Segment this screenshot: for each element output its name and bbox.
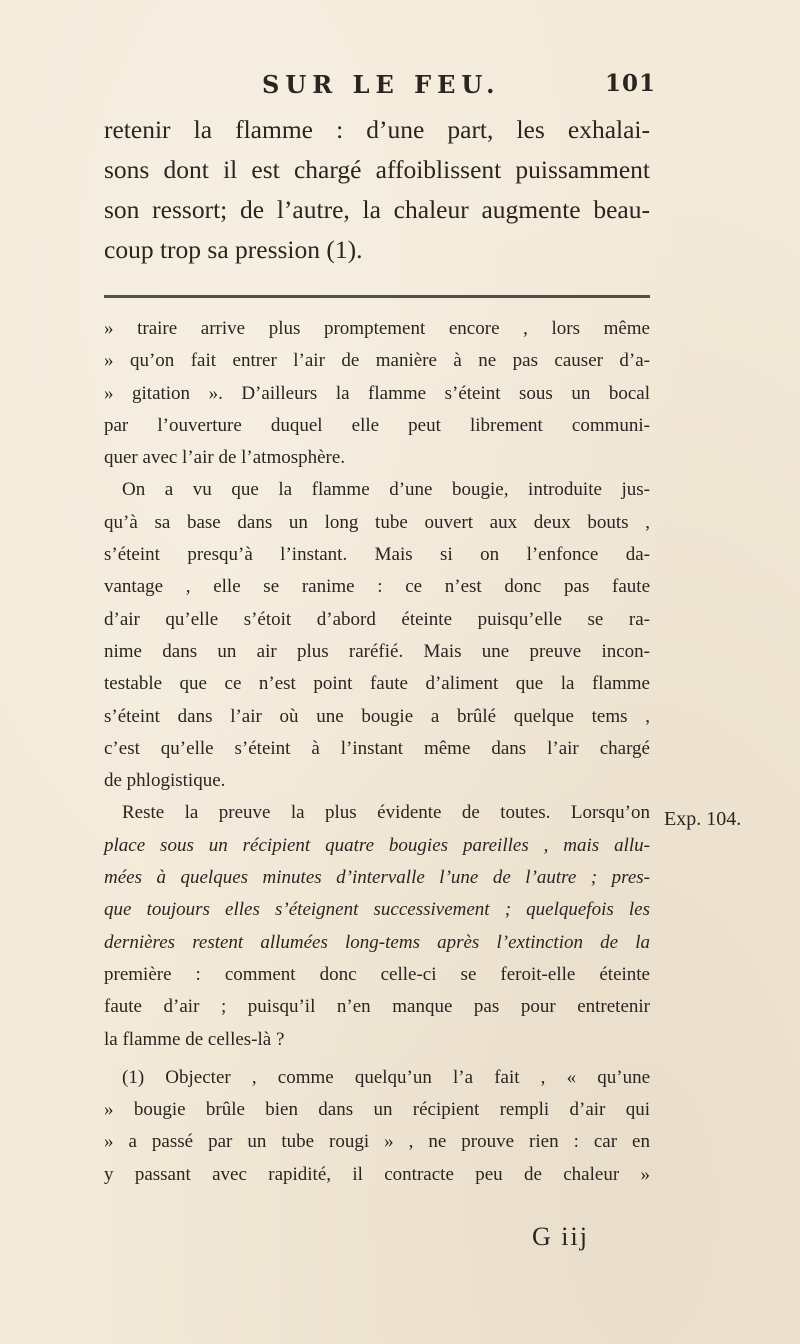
footnote-line: (1) Objecter , comme quelqu’un l’a fait , « qu’une — [122, 1066, 650, 1088]
note-line: faute d’air ; puisqu’il n’en manque pas pour entretenir — [104, 996, 650, 1018]
main-text-line: retenir la flamme : d’une part, les exhalai- — [104, 115, 650, 144]
note-line: nime dans un air plus raréfié. Mais une preuve incon- — [104, 640, 650, 662]
footnote-line: » bougie brûle bien dans un récipient rempli d’air qui — [104, 1099, 650, 1121]
note-line: la flamme de celles-là ? — [104, 1028, 285, 1050]
running-title: SUR LE FEU. — [262, 70, 501, 99]
footnote-line: » a passé par un tube rougi » , ne prouve rien : car en — [104, 1131, 650, 1153]
note-line: s’éteint presqu’à l’instant. Mais si on l’enfonce da- — [104, 544, 650, 566]
note-line: quer avec l’air de l’atmosphère. — [104, 447, 346, 469]
note-text-block — [104, 313, 650, 1191]
page-number: 101 — [604, 70, 656, 97]
note-line: testable que ce n’est point faute d’aliment que la flamme — [104, 673, 650, 695]
note-line: » traire arrive plus promptement encore , lors même — [104, 318, 650, 339]
note-line: par l’ouverture duquel elle peut librement communi- — [104, 414, 650, 436]
note-line: On a vu que la flamme d’une bougie, introduite jus- — [122, 479, 650, 501]
main-text-line: son ressort; de l’autre, la chaleur augmente beau- — [104, 195, 650, 224]
main-text-block — [104, 110, 650, 270]
section-rule — [104, 295, 650, 298]
note-line: qu’à sa base dans un long tube ouvert aux deux bouts , — [104, 511, 650, 533]
signature-mark: G iij — [532, 1222, 589, 1251]
note-line: première : comment donc celle-ci se feroit-elle éteinte — [104, 963, 650, 985]
note-line-italic: dernières restent allumées long-tems après l’extinction de la — [104, 931, 650, 953]
note-line: d’air qu’elle s’étoit d’abord éteinte puisqu’elle se ra- — [104, 608, 650, 630]
note-line: vantage , elle se ranime : ce n’est donc pas faute — [104, 576, 650, 598]
note-line: de phlogistique. — [104, 770, 226, 792]
note-line: » gitation ». D’ailleurs la flamme s’éteint sous un bocal — [104, 382, 650, 404]
running-header — [262, 70, 656, 110]
main-text-line: coup trop sa pression (1). — [104, 235, 363, 264]
margin-note: Exp. 104. — [664, 808, 742, 830]
note-line-italic: mées à quelques minutes d’intervalle l’une de l’autre ; pres- — [104, 867, 650, 889]
note-line-italic: que toujours elles s’éteignent successivement ; quelquefois les — [104, 899, 650, 921]
note-line: » qu’on fait entrer l’air de manière à ne pas causer d’a- — [104, 350, 650, 372]
note-line-italic: place sous un récipient quatre bougies pareilles , mais allu- — [104, 834, 650, 856]
note-line: s’éteint dans l’air où une bougie a brûlé quelque tems , — [104, 705, 650, 727]
note-line: c’est qu’elle s’éteint à l’instant même dans l’air chargé — [104, 737, 650, 759]
main-text-line: sons dont il est chargé affoiblissent puissamment — [104, 155, 650, 184]
footnote-line: y passant avec rapidité, il contracte peu de chaleur » — [104, 1163, 650, 1185]
note-line: Reste la preuve la plus évidente de toutes. Lorsqu’on — [122, 802, 650, 824]
